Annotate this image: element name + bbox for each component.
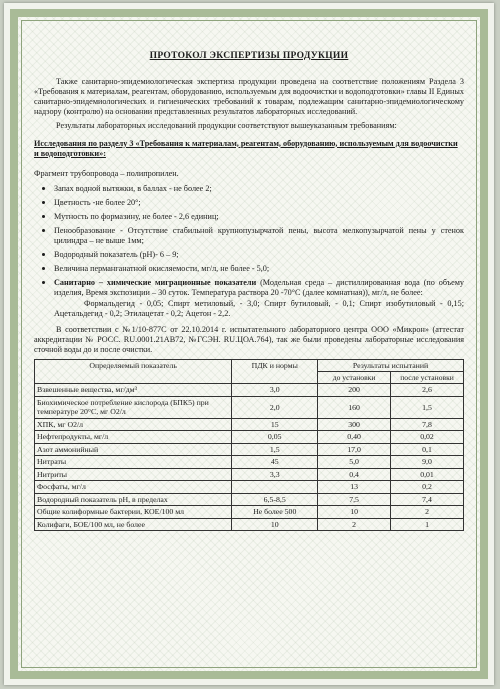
conclusion-paragraph: В соответствии с №1/10-877С от 22.10.2014 г. испытательного лабораторного центра ООО «Микрон» (аттестат аккредитации № РОСС. RU.0001.21АВ72, №ГСЭН. RU.ЦОА.764), так же были проведены лабораторные исследования сточной воды до и после очистки. (34, 324, 464, 354)
cell-norm: 3,0 (232, 384, 318, 397)
table-row (35, 443, 464, 456)
cell-before: 13 (318, 481, 391, 494)
requirements-list (34, 183, 464, 319)
cell-indicator: Водородный показатель рН, в пределах (35, 493, 232, 506)
cell-before: 7,5 (318, 493, 391, 506)
migration-text: (Модельная среда – дистиллированная вода (по объему изделия, Время экспозиции – 30 суток. Температура раствора 20 -70°С (далее комнатная)), мг/л, не более: (54, 277, 464, 297)
list-item: • Цветность -не более 20°; (54, 197, 464, 208)
cell-norm: 0,05 (232, 431, 318, 444)
cell-before: 0,4 (318, 468, 391, 481)
cell-norm: 6,5-8,5 (232, 493, 318, 506)
migration-values: Формальдегид - 0,05; Спирт метиловый, - 3,0; Спирт бутиловый, - 0,1; Спирт изобутиловый - 0,15; Ацетальдегид - 0,2; Этилацетат - 0,2; Ацетон - 2,2. (54, 298, 464, 318)
cell-before: 5,0 (318, 456, 391, 469)
cell-norm: 3,3 (232, 468, 318, 481)
cell-indicator: Нитриты (35, 468, 232, 481)
table-row (35, 506, 464, 519)
list-item-migration (54, 277, 464, 319)
table-row (35, 468, 464, 481)
table-row (35, 396, 464, 418)
cell-norm: 10 (232, 518, 318, 531)
cell-indicator: Азот аммонийный (35, 443, 232, 456)
header-results: Результаты испытаний (318, 359, 464, 372)
table-row (35, 431, 464, 444)
fragment-line: Фрагмент трубопровода – полипропилен. (34, 168, 179, 178)
cell-indicator: Колифаги, БОЕ/100 мл, не более (35, 518, 232, 531)
cell-norm: 15 (232, 418, 318, 431)
table-row (35, 456, 464, 469)
cell-norm: 2,0 (232, 396, 318, 418)
cell-indicator: Нитраты (35, 456, 232, 469)
cell-before: 17,0 (318, 443, 391, 456)
cell-indicator: ХПК, мг О2/л (35, 418, 232, 431)
cell-norm: 1,5 (232, 443, 318, 456)
list-item: • Запах водной вытяжки, в баллах - не более 2; (54, 183, 464, 194)
header-after: после установки (391, 372, 464, 384)
table-row (35, 493, 464, 506)
document-content (34, 51, 464, 531)
list-item: • Мутность по формазину, не более - 2,6 единиц; (54, 211, 464, 222)
list-item: • Величина перманганатной окисляемости, мг/л, не более - 5,0; (54, 263, 464, 274)
table-row (35, 418, 464, 431)
migration-label: Санитарно – химические миграционные показатели (54, 277, 257, 287)
cell-after: 7,8 (391, 418, 464, 431)
results-table (34, 359, 464, 532)
cell-after: 0,02 (391, 431, 464, 444)
cell-indicator: Общие колиформные бактерии, КОЕ/100 мл (35, 506, 232, 519)
cell-norm: 45 (232, 456, 318, 469)
cell-before: 10 (318, 506, 391, 519)
cell-after: 9,0 (391, 456, 464, 469)
table-row (35, 481, 464, 494)
cell-after: 0,2 (391, 481, 464, 494)
cell-indicator: Фосфаты, мг/л (35, 481, 232, 494)
list-item: • Пенообразование - Отсутствие стабильной крупнопузырчатой пены, высота мелкопузырчатой пены у стенок цилиндра – не выше 1мм; (54, 225, 464, 246)
cell-after: 0,1 (391, 443, 464, 456)
cell-norm (232, 481, 318, 494)
table-body (35, 384, 464, 531)
cell-after: 1 (391, 518, 464, 531)
cell-before: 300 (318, 418, 391, 431)
cell-norm: Не более 500 (232, 506, 318, 519)
cell-indicator: Биохимическое потребление кислорода (БПК5) при температуре 20°С, мг О2/л (35, 396, 232, 418)
cell-indicator: Нефтепродукты, мг/л (35, 431, 232, 444)
table-row (35, 384, 464, 397)
header-before: до установки (318, 372, 391, 384)
list-item: • Водородный показатель (рН)- 6 – 9; (54, 249, 464, 260)
document-title: ПРОТОКОЛ ЭКСПЕРТИЗЫ ПРОДУКЦИИ (149, 51, 349, 61)
section-heading: Исследования по разделу 3 «Требования к материалам, реагентам, оборудованию, используемым для водоочистки и водоподготовки»: (34, 138, 458, 158)
cell-before: 0,40 (318, 431, 391, 444)
cell-after: 1,5 (391, 396, 464, 418)
intro-paragraph: Также санитарно-эпидемиологическая экспертиза продукции проведена на соответствие положениям Раздела 3 «Требования к материалам, реагентам, оборудованию, используемым для водоочистки и водоподготовки» главы II Единых санитарно-эпидемиологических и гигиенических требований к товарам, подлежащим санитарно-эпидемиологическому надзору (контролю) на основании представленных результатов лабораторных исследований. (34, 76, 464, 116)
cell-after: 2,6 (391, 384, 464, 397)
cell-before: 160 (318, 396, 391, 418)
cell-before: 2 (318, 518, 391, 531)
cell-after: 7,4 (391, 493, 464, 506)
header-indicator: Определяемый показатель (35, 359, 232, 384)
document-sheet (4, 3, 494, 685)
cell-after: 2 (391, 506, 464, 519)
cell-after: 0,01 (391, 468, 464, 481)
header-norm: ПДК и нормы (232, 359, 318, 384)
cell-before: 200 (318, 384, 391, 397)
results-paragraph: Результаты лабораторных исследований продукции соответствуют вышеуказанным требованиям: (56, 120, 397, 130)
cell-indicator: Взвешенные вещества, мг/дм³ (35, 384, 232, 397)
table-row (35, 518, 464, 531)
